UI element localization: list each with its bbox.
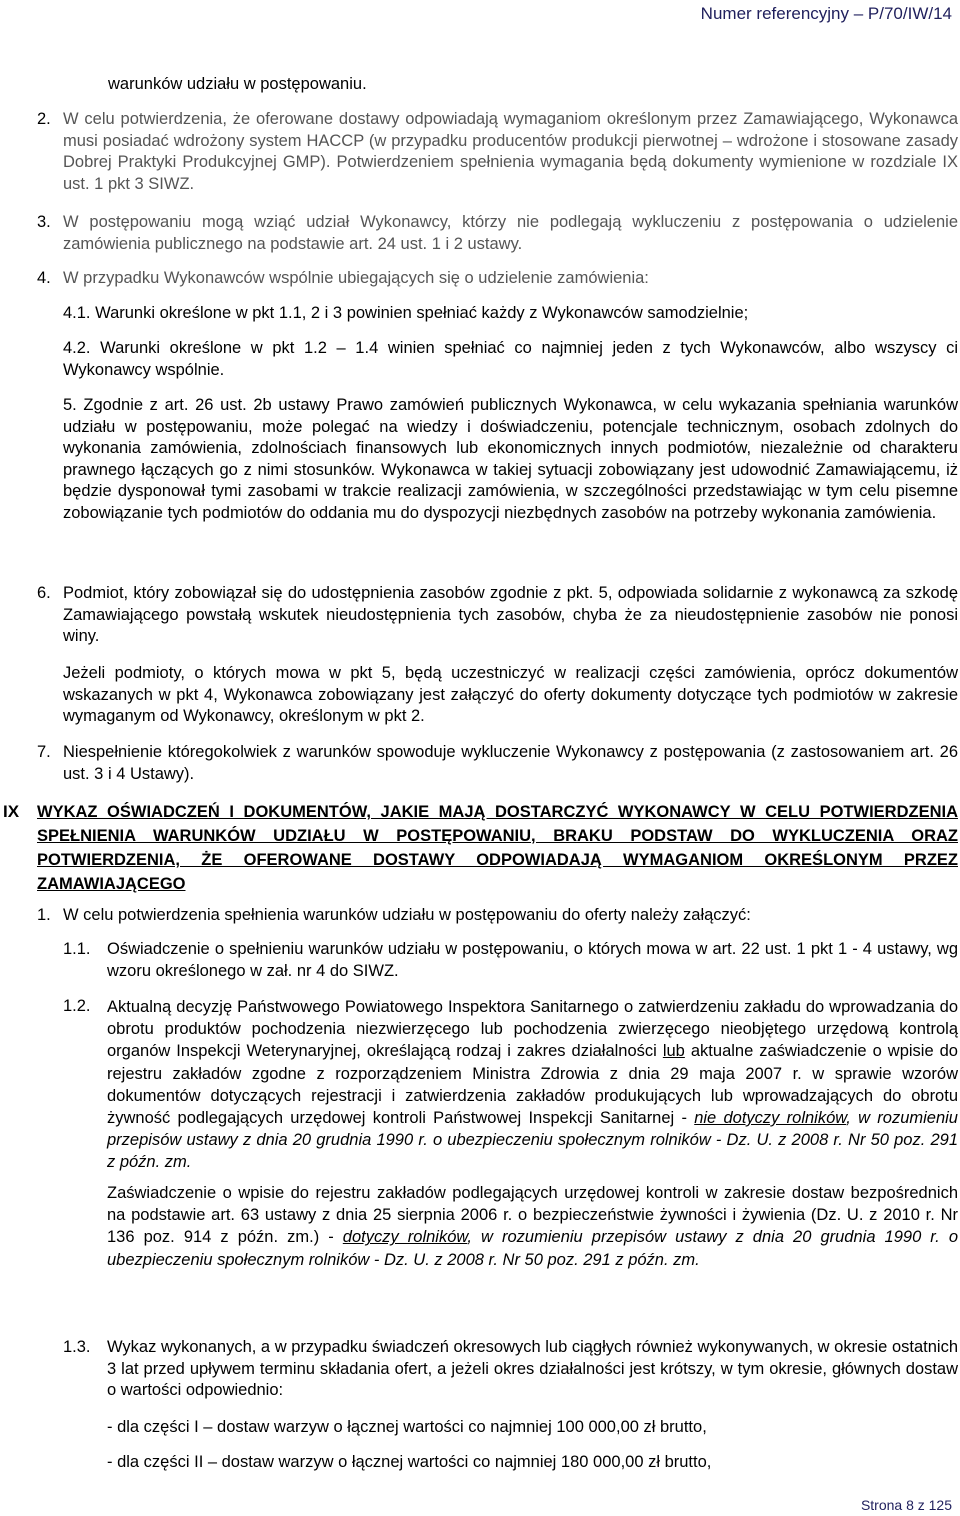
value-line-part-1: - dla części I – dostaw warzyw o łącznej wartości co najmniej 100 000,00 zł brutto, <box>107 1418 707 1436</box>
emphasis-lub: lub <box>662 1042 685 1061</box>
text-run-italic: , w rozumieniu przepisów ustawy z dnia 20 grudnia 1990 r. o ubezpieczeniu społecznym rolników - Dz. U. z 2008 r. Nr 50 poz. 291 z późn. zm. <box>107 1109 958 1172</box>
section-paragraph-1-3: Wykaz wykonanych, a w przypadku świadczeń okresowych lub ciągłych również wykonywanych, w okresie ostatnich 3 lat przed upływem terminu składania ofert, a jeżeli okres działalności jest krótszy, w tym okresie, głównych dostaw o wartości odpowiednio: <box>107 1338 958 1399</box>
item-number: 2. <box>37 110 51 128</box>
emphasis-farmers: dotyczy rolników <box>342 1228 468 1247</box>
emphasis-not-farmers: nie dotyczy rolników <box>694 1109 847 1128</box>
paragraph-4: W przypadku Wykonawców wspólnie ubiegających się o udzielenie zamówienia: <box>63 269 649 287</box>
continuation-line: warunków udziału w postępowaniu. <box>108 75 367 93</box>
section-paragraph-1: W celu potwierdzenia spełnienia warunków udziału w postępowaniu do oferty należy załączyć: <box>63 906 751 924</box>
paragraph-4-1: 4.1. Warunki określone w pkt 1.1, 2 i 3 powinien spełniać każdy z Wykonawców samodzielnie; <box>63 304 749 322</box>
section-title: WYKAZ OŚWIADCZEŃ I DOKUMENTÓW, JAKIE MAJĄ DOSTARCZYĆ WYKONAWCY W CELU POTWIERDZENIA SPEŁNIENIA WARUNKÓW UDZIAŁU W POSTĘPOWANIU, BRAKU PODSTAW DO WYKLUCZENIA ORAZ POTWIERDZENIA, ŻE OFEROWANE DOSTAWY ODPOWIADAJĄ WYMAGANIOM OKREŚLONYM PRZEZ ZAMAWIAJĄCEGO <box>37 803 958 893</box>
text-run: aktualne zaświadczenie o wpisie do rejestru zakładów zgodne z rozporządzeniem Ministra Zdrowia z dnia 29 maja 2007 r. w sprawie wzorów dokumentów dotyczących rejestracji i zatwierdzenia zakładów produkujących lub wprowadzających do obrotu żywność podlegających urzędowej kontroli Państwowej Inspekcji Sanitarnej - <box>107 1042 958 1128</box>
value-line-part-2: - dla części II – dostaw warzyw o łącznej wartości co najmniej 180 000,00 zł brutto, <box>107 1453 712 1471</box>
page-number: Strona 8 z 125 <box>860 1497 952 1513</box>
item-number: 6. <box>37 584 51 602</box>
item-number: 1.1. <box>63 940 91 958</box>
section-paragraph-1-2-certificate <box>107 1182 958 1271</box>
paragraph-6-continued: Jeżeli podmioty, o których mowa w pkt 5, będą uczestniczyć w realizacji części zamówienia, oprócz dokumentów wskazanych w pkt 4, Wykonawca zobowiązany jest załączyć do oferty dokumenty dotyczące tych podmiotów w zakresie wymaganym od Wykonawcy, określonym w pkt 2. <box>63 664 958 725</box>
paragraph-4-2: 4.2. Warunki określone w pkt 1.2 – 1.4 winien spełniać co najmniej jeden z tych Wykonawców, albo wszyscy ci Wykonawcy wspólnie. <box>63 339 958 379</box>
text-run-italic: , w rozumieniu przepisów ustawy z dnia 20 grudnia 1990 r. o ubezpieczeniu społecznym rolników - Dz. U. z 2008 r. Nr 50 poz. 291 z późn. zm. <box>107 1228 958 1269</box>
item-number: 1.3. <box>63 1338 91 1356</box>
paragraph-6: Podmiot, który zobowiązał się do udostępnienia zasobów zgodnie z pkt. 5, odpowiada solidarnie z wykonawcą za szkodę Zamawiającego powstałą wskutek nieudostępnienia tych zasobów, chyba że za nieudostępnienie zasobów nie ponosi winy. <box>63 584 958 645</box>
document-reference: Numer referencyjny – P/70/IW/14 <box>700 4 952 23</box>
paragraph-3: W postępowaniu mogą wziąć udział Wykonawcy, którzy nie podlegają wykluczeniu z postępowania o udzielenie zamówienia publicznego na podstawie art. 24 ust. 1 i 2 ustawy. <box>63 213 958 253</box>
section-paragraph-1-2 <box>107 996 958 1174</box>
item-number: 1. <box>37 906 51 924</box>
item-number: 7. <box>37 743 51 761</box>
paragraph-7: Niespełnienie któregokolwiek z warunków spowoduje wykluczenie Wykonawcy z postępowania (z zastosowaniem art. 26 ust. 3 i 4 Ustawy). <box>63 743 958 783</box>
item-number: 3. <box>37 213 51 231</box>
paragraph-5: 5. Zgodnie z art. 26 ust. 2b ustawy Prawo zamówień publicznych Wykonawca, w celu wykazania spełniania warunków udziału w postępowaniu, może polegać na wiedzy i doświadczeniu, potencjale technicznym, osobach zdolnych do wykonania zamówienia, zdolnościach finansowych lub ekonomicznych innych podmiotów, niezależnie od charakteru prawnego łączących go z nimi stosunków. Wykonawca w takiej sytuacji zobowiązany jest udowodnić Zamawiającemu, iż będzie dysponował tymi zasobami w trakcie realizacji zamówienia, w szczególności przedstawiając w tym celu pisemne zobowiązanie tych podmiotów do oddania mu do dyspozycji niezbędnych zasobów na potrzeby wykonania zamówienia. <box>63 396 958 522</box>
section-number: IX <box>3 802 20 821</box>
paragraph-2: W celu potwierdzenia, że oferowane dostawy odpowiadają wymaganiom określonym przez Zamawiającego, Wykonawca musi posiadać wdrożony system HACCP (w przypadku producentów produkcji pierwotnej – wdrożone i stosowane zasady Dobrej Praktyki Produkcyjnej GMP). Potwierdzeniem spełnienia wymagania będą dokumenty wymienione w rozdziale IX ust. 1 pkt 3 SIWZ. <box>63 110 958 193</box>
section-paragraph-1-1: Oświadczenie o spełnieniu warunków udziału w postępowaniu, o których mowa w art. 22 ust. 1 pkt 1 - 4 ustawy, wg wzoru określonego w zał. nr 4 do SIWZ. <box>107 940 958 980</box>
text-run: Zaświadczenie o wpisie do rejestru zakładów podlegających urzędowej kontroli w zakresie dostaw bezpośrednich na podstawie art. 63 ustawy z dnia 25 sierpnia 2006 r. o bezpieczeństwie żywności i żywienia (Dz. U. z 2010 r. Nr 136 poz. 914 z późn. zm.) - <box>107 1184 958 1247</box>
text-run: Aktualną decyzję Państwowego Powiatowego Inspektora Sanitarnego o zatwierdzeniu zakładu do wprowadzania do obrotu produktów pochodzenia niezwierzęcego lub pochodzenia zwierzęcego nieobjętego urzędową kontrolą organów Inspekcji Weterynaryjnej, określającą rodzaj i zakres działalności <box>107 998 958 1061</box>
item-number: 1.2. <box>63 997 91 1015</box>
item-number: 4. <box>37 269 51 287</box>
